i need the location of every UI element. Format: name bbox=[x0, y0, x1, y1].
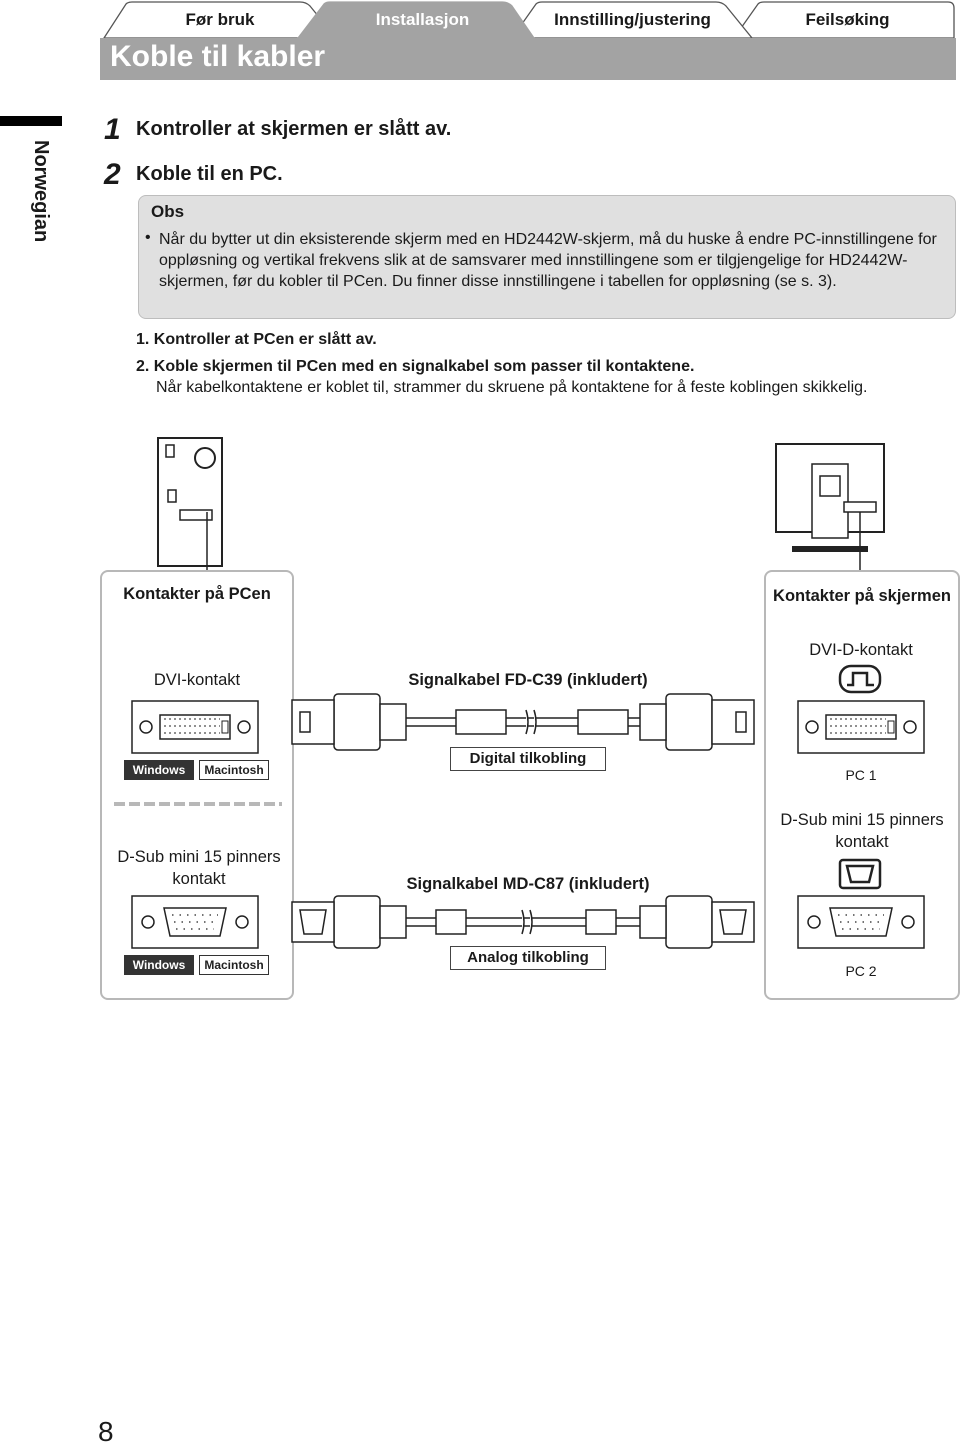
monitor-dsub-label: D-Sub mini 15 pinners kontakt bbox=[780, 811, 944, 851]
monitor-panel-title: Kontakter på skjermen bbox=[773, 587, 951, 605]
side-tab-marker bbox=[0, 116, 62, 126]
tab-bar bbox=[100, 0, 956, 38]
pc-dvi-label: DVI-kontakt bbox=[153, 671, 241, 689]
monitor-pc1-label: PC 1 bbox=[845, 767, 877, 783]
pc-panel-divider bbox=[112, 800, 284, 810]
pc-panel-title: Kontakter på PCen bbox=[123, 585, 271, 603]
step-1-text: Kontroller at skjermen er slått av. bbox=[136, 118, 452, 140]
digital-connection-label: Digital tilkobling bbox=[450, 747, 606, 771]
pc-dvi-windows-badge: Windows bbox=[124, 760, 194, 780]
substep-1: 1. Kontroller at PCen er slått av. bbox=[136, 331, 377, 348]
monitor-pc2-label: PC 2 bbox=[845, 963, 877, 979]
step-1-number: 1 bbox=[104, 113, 121, 146]
pc-dvi-connector-icon bbox=[130, 699, 260, 755]
pc-dsub-windows-badge: Windows bbox=[124, 955, 194, 975]
obs-bullet: • bbox=[145, 229, 151, 246]
obs-text: Når du bytter ut din eksisterende skjerm med en HD2442W-skjerm, må du huske å endre PC-innstillingene for oppløsning og vertikal frekvens slik at de samsvarer med innstillingene som er tilgjengelige for HD2442W-skjermen, før du kobler til PCen. Du finner disse innstillingene i tabellen for oppløsning (se s. 3). bbox=[159, 231, 937, 290]
digital-signal-icon bbox=[838, 664, 884, 694]
analog-connection-label: Analog tilkobling bbox=[450, 946, 606, 970]
analog-cable-label: Signalkabel MD-C87 (inkludert) bbox=[406, 875, 650, 893]
step-2-text: Koble til en PC. bbox=[136, 163, 283, 185]
monitor-dsub-connector-icon bbox=[796, 894, 926, 950]
digital-cable-icon bbox=[286, 690, 760, 754]
page-title: Koble til kabler bbox=[110, 40, 326, 73]
obs-note-box bbox=[138, 195, 956, 319]
tab-innstilling-justering[interactable]: Innstilling/justering bbox=[554, 10, 711, 29]
pc-dsub-connector-icon bbox=[130, 894, 260, 950]
pc-dvi-macintosh-badge: Macintosh bbox=[199, 760, 269, 780]
substep-2-detail: Når kabelkontaktene er koblet til, strammer du skruene på kontaktene for å feste koblingen skikkelig. bbox=[156, 379, 868, 396]
pc-dsub-label: D-Sub mini 15 pinners kontakt bbox=[117, 848, 281, 888]
tab-installasjon[interactable]: Installasjon bbox=[375, 10, 470, 29]
digital-cable-label: Signalkabel FD-C39 (inkludert) bbox=[408, 671, 648, 689]
analog-signal-icon bbox=[838, 858, 884, 890]
tab-for-bruk[interactable]: Før bruk bbox=[185, 10, 255, 29]
analog-cable-icon bbox=[286, 890, 760, 954]
page-number: 8 bbox=[98, 1416, 114, 1447]
monitor-dvi-label: DVI-D-kontakt bbox=[809, 641, 913, 659]
monitor-dvi-connector-icon bbox=[796, 699, 926, 755]
pc-dsub-macintosh-badge: Macintosh bbox=[199, 955, 269, 975]
step-2-number: 2 bbox=[104, 158, 121, 191]
obs-title: Obs bbox=[151, 202, 185, 221]
substep-2: 2. Koble skjermen til PCen med en signalkabel som passer til kontaktene. bbox=[136, 358, 695, 375]
side-language-label: Norwegian bbox=[30, 140, 52, 243]
tab-feilsoking[interactable]: Feilsøking bbox=[805, 10, 890, 29]
